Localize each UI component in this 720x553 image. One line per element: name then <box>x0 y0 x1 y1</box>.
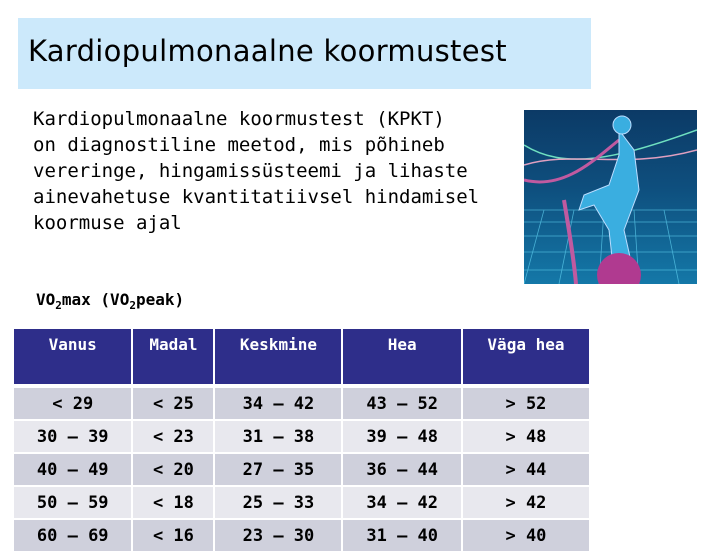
table-cell: > 52 <box>463 386 589 419</box>
table-cell: < 23 <box>133 421 213 452</box>
table-cell: 39 – 48 <box>343 421 460 452</box>
header-low: Madal <box>133 329 213 384</box>
table-cell: 27 – 35 <box>215 454 341 485</box>
caption-part: VO <box>36 290 56 309</box>
description-line: on diagnostiline meetod, mis põhineb <box>33 134 445 156</box>
table-cell: 43 – 52 <box>343 386 460 419</box>
header-age: Vanus <box>14 329 131 384</box>
table-cell: < 16 <box>133 520 213 551</box>
cyclist-illustration <box>524 110 697 284</box>
table-cell: < 29 <box>14 386 131 419</box>
table-row <box>14 421 589 452</box>
header-good: Hea <box>343 329 460 384</box>
description <box>33 106 503 236</box>
table-cell: 50 – 59 <box>14 487 131 518</box>
table-cell: 34 – 42 <box>215 386 341 419</box>
vo2max-table <box>12 327 591 553</box>
table-row <box>14 454 589 485</box>
table-row <box>14 386 589 419</box>
table-cell: < 18 <box>133 487 213 518</box>
table-cell: 34 – 42 <box>343 487 460 518</box>
table-cell: > 48 <box>463 421 589 452</box>
table-row <box>14 487 589 518</box>
table-row <box>14 520 589 551</box>
table-header-row <box>14 329 589 384</box>
header-very-good: Väga hea <box>463 329 589 384</box>
description-line: Kardiopulmonaalne koormustest (KPKT) <box>33 108 445 130</box>
table-cell: 40 – 49 <box>14 454 131 485</box>
header-average: Keskmine <box>215 329 341 384</box>
title-box <box>18 18 591 89</box>
table-cell: > 44 <box>463 454 589 485</box>
table-cell: 30 – 39 <box>14 421 131 452</box>
table-cell: 36 – 44 <box>343 454 460 485</box>
description-line: vereringe, hingamissüsteemi ja lihaste <box>33 160 468 182</box>
table-cell: 31 – 40 <box>343 520 460 551</box>
table-cell: 23 – 30 <box>215 520 341 551</box>
table-cell: > 40 <box>463 520 589 551</box>
table-cell: 31 – 38 <box>215 421 341 452</box>
caption-subscript: 2 <box>129 299 136 313</box>
caption-subscript: 2 <box>55 299 62 313</box>
caption-part: peak) <box>135 290 185 309</box>
caption-part: max (VO <box>61 290 130 309</box>
table-caption <box>36 290 184 312</box>
table-cell: 60 – 69 <box>14 520 131 551</box>
page-title: Kardiopulmonaalne koormustest <box>28 34 507 68</box>
table-cell: > 42 <box>463 487 589 518</box>
table-cell: < 20 <box>133 454 213 485</box>
description-line: koormuse ajal <box>33 212 182 234</box>
table-cell: < 25 <box>133 386 213 419</box>
description-line: ainevahetuse kvantitatiivsel hindamisel <box>33 186 480 208</box>
table-cell: 25 – 33 <box>215 487 341 518</box>
